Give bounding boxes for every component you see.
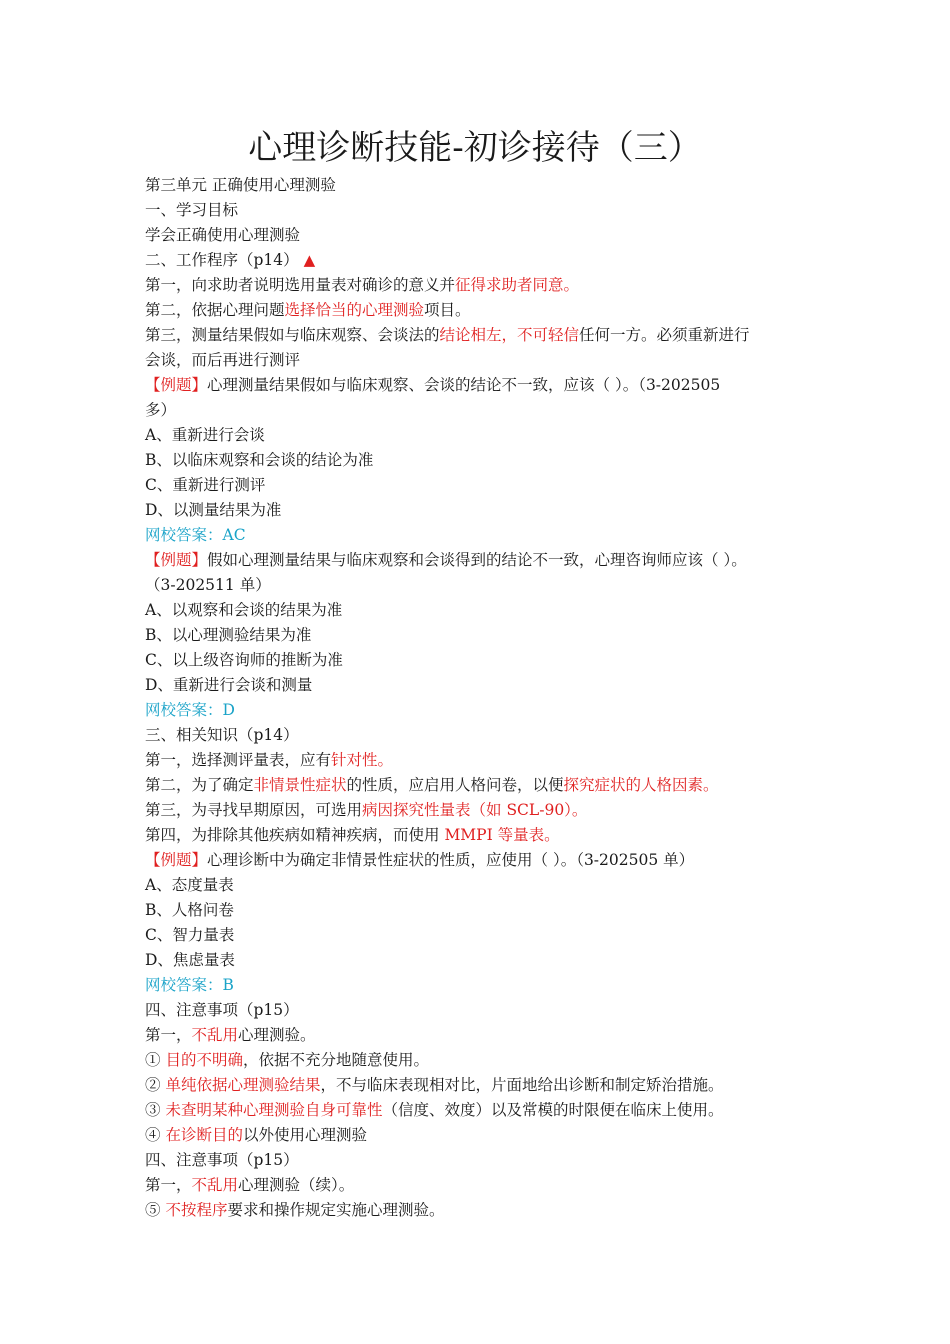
text-segment: C、以上级咨询师的推断为准: [145, 651, 343, 669]
highlight-text: 征得求助者同意。: [455, 276, 580, 294]
text-line: [145, 398, 825, 423]
text-line: [145, 273, 825, 298]
text-segment: 第三，为寻找早期原因，可选用: [145, 801, 363, 819]
text-segment: 四、注意事项（p15）: [145, 1151, 299, 1169]
text-segment: B、以临床观察和会谈的结论为准: [145, 451, 374, 469]
text-segment: 心理测验。: [238, 1026, 316, 1044]
text-segment: 心理测量结果假如与临床观察、会谈的结论不一致，应该（ ）。（3-202505: [207, 376, 721, 394]
text-line: [145, 348, 825, 373]
highlight-text: 探究症状的人格因素。: [563, 776, 719, 794]
text-line: [145, 373, 825, 398]
text-segment: 一、学习目标: [145, 201, 239, 219]
text-line: [145, 1173, 825, 1198]
text-segment: （信度、效度）以及常模的时限便在临床上使用。: [382, 1101, 724, 1119]
text-segment: 要求和操作规定实施心理测验。: [227, 1201, 445, 1219]
text-segment: ，依据不充分地随意使用。: [242, 1051, 429, 1069]
answer-text: 网校答案：D: [145, 701, 235, 719]
page-title: 心理诊断技能-初诊接待（三）: [248, 128, 702, 168]
highlight-text: 在诊断目的: [165, 1126, 243, 1144]
text-segment: ②: [145, 1076, 166, 1094]
text-line: [145, 923, 825, 948]
text-segment: C、重新进行测评: [145, 476, 266, 494]
text-line: [145, 1048, 825, 1073]
text-segment: 心理测验（续）。: [238, 1176, 355, 1194]
text-line: [145, 548, 825, 573]
text-line: [145, 1073, 825, 1098]
text-line: [145, 1148, 825, 1173]
highlight-text: MMPI 等量表。: [444, 826, 560, 844]
text-line: [145, 1123, 825, 1148]
highlight-text: 【例题】: [145, 376, 208, 394]
text-line: [145, 523, 825, 548]
text-line: [145, 323, 825, 348]
text-segment: D、以测量结果为准: [145, 501, 282, 519]
text-line: [145, 673, 825, 698]
text-segment: A、以观察和会谈的结果为准: [145, 601, 343, 619]
highlight-text: 单纯依据心理测验结果: [165, 1076, 321, 1094]
text-segment: 任何一方。必须重新进行: [579, 326, 750, 344]
text-segment: 第四，为排除其他疾病如精神疾病，而使用: [145, 826, 445, 844]
text-line: [145, 1198, 825, 1223]
text-line: [145, 798, 825, 823]
text-line: [145, 1023, 825, 1048]
highlight-text: 针对性。: [331, 751, 394, 769]
text-segment: 二、工作程序（p14）: [145, 251, 304, 269]
text-line: [145, 448, 825, 473]
text-segment: 心理诊断中为确定非情景性症状的性质，应使用（ ）。（3-202505 单）: [207, 851, 695, 869]
text-line: [145, 973, 825, 998]
text-segment: 三、相关知识（p14）: [145, 726, 299, 744]
text-line: [145, 473, 825, 498]
text-line: [145, 298, 825, 323]
text-line: [145, 648, 825, 673]
text-line: [145, 198, 825, 223]
text-segment: 以外使用心理测验: [242, 1126, 367, 1144]
text-segment: 第一，: [145, 1176, 192, 1194]
text-line: [145, 773, 825, 798]
text-segment: 会谈，而后再进行测评: [145, 351, 301, 369]
text-line: [145, 898, 825, 923]
text-segment: 第二，为了确定: [145, 776, 254, 794]
text-line: [145, 573, 825, 598]
text-segment: ⑤: [145, 1201, 166, 1219]
text-line: [145, 173, 825, 198]
text-segment: 第三，测量结果假如与临床观察、会谈法的: [145, 326, 440, 344]
text-segment: 项目。: [424, 301, 471, 319]
text-segment: 第三单元 正确使用心理测验: [145, 176, 336, 194]
text-line: [145, 873, 825, 898]
highlight-text: 【例题】: [145, 851, 208, 869]
highlight-text: 不乱用: [191, 1176, 239, 1194]
text-segment: D、焦虑量表: [145, 951, 235, 969]
text-line: [145, 998, 825, 1023]
highlight-text: 非情景性症状: [253, 776, 347, 794]
highlight-text: 不按程序: [165, 1201, 228, 1219]
text-segment: A、重新进行会谈: [145, 426, 265, 444]
text-segment: 第二，依据心理问题: [145, 301, 285, 319]
text-line: [145, 223, 825, 248]
text-line: [145, 1098, 825, 1123]
text-line: [145, 948, 825, 973]
text-segment: D、重新进行会谈和测量: [145, 676, 313, 694]
text-segment: A、态度量表: [145, 876, 234, 894]
text-segment: 学会正确使用心理测验: [145, 226, 301, 244]
highlight-text: 病因探究性量表（如 SCL-90）。: [362, 801, 588, 819]
text-segment: ③: [145, 1101, 166, 1119]
highlight-text: 【例题】: [145, 551, 208, 569]
text-line: [145, 623, 825, 648]
answer-text: 网校答案：B: [145, 976, 234, 994]
triangle-icon: ▲: [303, 251, 316, 269]
text-line: [145, 423, 825, 448]
highlight-text: 选择恰当的心理测验: [284, 301, 425, 319]
text-line: [145, 723, 825, 748]
text-segment: ，不与临床表现相对比，片面地给出诊断和制定矫治措施。: [320, 1076, 724, 1094]
answer-text: 网校答案：AC: [145, 526, 246, 544]
highlight-text: 未查明某种心理测验自身可靠性: [165, 1101, 383, 1119]
text-segment: 第一，: [145, 1026, 192, 1044]
text-segment: 四、注意事项（p15）: [145, 1001, 299, 1019]
text-segment: ①: [145, 1051, 166, 1069]
highlight-text: 结论相左，不可轻信: [439, 326, 580, 344]
text-segment: 的性质，应启用人格问卷，以便: [346, 776, 564, 794]
text-line: [145, 823, 825, 848]
document-body: [145, 173, 825, 1223]
text-segment: C、智力量表: [145, 926, 235, 944]
highlight-text: 目的不明确: [165, 1051, 243, 1069]
text-segment: B、以心理测验结果为准: [145, 626, 312, 644]
text-segment: ④: [145, 1126, 166, 1144]
text-segment: 多）: [145, 401, 177, 419]
text-line: [145, 848, 825, 873]
text-segment: 第一，选择测评量表，应有: [145, 751, 332, 769]
text-line: [145, 598, 825, 623]
text-segment: 假如心理测量结果与临床观察和会谈得到的结论不一致，心理咨询师应该（ ）。: [207, 551, 747, 569]
text-line: [145, 698, 825, 723]
text-segment: B、人格问卷: [145, 901, 234, 919]
text-segment: （3-202511 单）: [145, 576, 271, 594]
highlight-text: 不乱用: [191, 1026, 239, 1044]
text-line: [145, 748, 825, 773]
text-line: [145, 498, 825, 523]
text-segment: 第一，向求助者说明选用量表对确诊的意义并: [145, 276, 456, 294]
text-line: [145, 248, 825, 273]
